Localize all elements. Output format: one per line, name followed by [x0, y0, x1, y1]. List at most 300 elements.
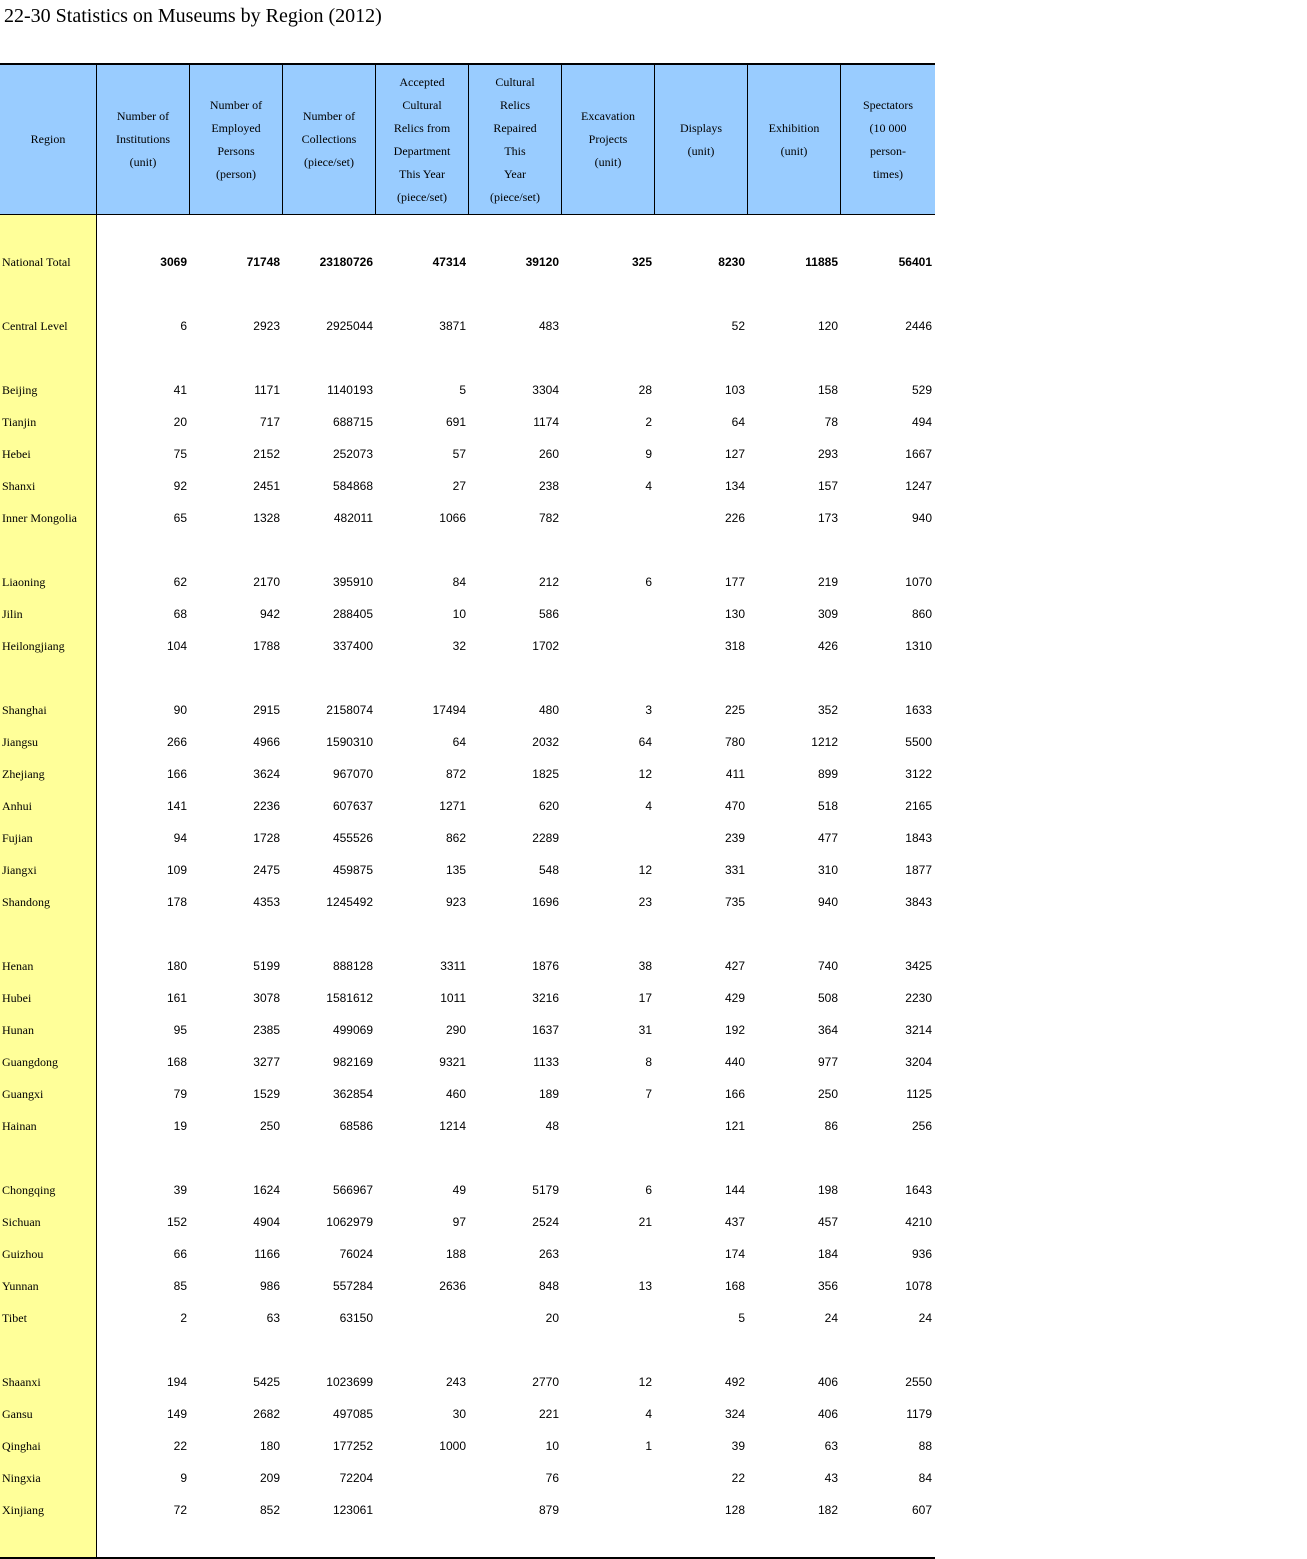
cell-spectators: 1643: [905, 1183, 932, 1197]
region-name: Sichuan: [2, 1215, 41, 1229]
cell-collections: 1590310: [326, 735, 373, 749]
cell-exhibition: 899: [817, 767, 838, 781]
cell-excavation-projects: 12: [638, 767, 652, 781]
cell-relics-repaired: 2770: [532, 1375, 559, 1389]
cell-spectators: 940: [911, 511, 932, 525]
cell-institutions: 152: [166, 1215, 187, 1229]
cell-relics-repaired: 1174: [533, 415, 559, 429]
table-row: [0, 380, 935, 400]
cell-relics-repaired: 5179: [532, 1183, 559, 1197]
table-row: [0, 828, 935, 848]
cell-spectators: 56401: [898, 255, 932, 269]
cell-exhibition: 1212: [811, 735, 838, 749]
cell-displays: 121: [724, 1119, 745, 1133]
table-header: [0, 65, 935, 215]
cell-excavation-projects: [562, 1468, 655, 1488]
cell-displays: 225: [724, 703, 745, 717]
cell-excavation-projects: 21: [638, 1215, 652, 1229]
cell-excavation-projects: 31: [638, 1023, 652, 1037]
cell-collections: 455526: [332, 831, 373, 845]
cell-spectators: 2550: [905, 1375, 932, 1389]
cell-excavation-projects: 28: [638, 383, 652, 397]
table-row: [0, 1020, 935, 1040]
cell-displays: 331: [724, 863, 745, 877]
cell-collections: 1062979: [326, 1215, 373, 1229]
cell-exhibition: 352: [817, 703, 838, 717]
cell-spectators: 88: [918, 1439, 932, 1453]
cell-exhibition: 157: [817, 479, 838, 493]
region-name: Hunan: [2, 1023, 34, 1037]
cell-collections: 982169: [332, 1055, 373, 1069]
cell-excavation-projects: 325: [631, 255, 652, 269]
cell-employed-persons: 5199: [253, 959, 280, 973]
table-row: [0, 1308, 935, 1328]
cell-displays: 324: [724, 1407, 745, 1421]
cell-exhibition: 406: [817, 1375, 838, 1389]
cell-relics-repaired: 189: [538, 1087, 559, 1101]
cell-institutions: 104: [166, 639, 187, 653]
cell-collections: 395910: [332, 575, 373, 589]
cell-employed-persons: 2923: [253, 319, 280, 333]
header-collections-label: Number of Collections (piece/set): [301, 109, 357, 169]
cell-displays: 174: [724, 1247, 745, 1261]
cell-employed-persons: 250: [259, 1119, 280, 1133]
cell-excavation-projects: [562, 508, 655, 528]
header-institutions: [97, 65, 190, 214]
cell-collections: 68586: [339, 1119, 373, 1133]
cell-spectators: 1633: [905, 703, 932, 717]
cell-exhibition: 43: [824, 1471, 838, 1485]
cell-relics-repaired: 620: [538, 799, 559, 813]
cell-displays: 134: [724, 479, 745, 493]
cell-institutions: 149: [166, 1407, 187, 1421]
cell-accepted-relics: 27: [452, 479, 466, 493]
cell-accepted-relics: [376, 1308, 469, 1328]
cell-institutions: 72: [173, 1503, 187, 1517]
table-row: [0, 732, 935, 752]
region-name: National Total: [2, 255, 71, 269]
cell-excavation-projects: 9: [645, 447, 652, 461]
cell-accepted-relics: 30: [452, 1407, 466, 1421]
header-spectators: [841, 65, 935, 214]
header-region-label: Region: [30, 132, 66, 146]
cell-collections: 557284: [332, 1279, 373, 1293]
cell-excavation-projects: [562, 828, 655, 848]
cell-excavation-projects: 6: [645, 1183, 652, 1197]
cell-employed-persons: 2170: [253, 575, 280, 589]
cell-spectators: 1877: [905, 863, 932, 877]
cell-institutions: 180: [166, 959, 187, 973]
cell-spectators: 84: [918, 1471, 932, 1485]
cell-displays: 22: [731, 1471, 745, 1485]
cell-accepted-relics: 32: [452, 639, 466, 653]
cell-collections: 76024: [339, 1247, 373, 1261]
cell-collections: 967070: [332, 767, 373, 781]
cell-relics-repaired: 483: [538, 319, 559, 333]
cell-spectators: 1667: [905, 447, 932, 461]
cell-accepted-relics: 872: [445, 767, 466, 781]
cell-excavation-projects: 12: [638, 1375, 652, 1389]
cell-relics-repaired: 2289: [532, 831, 559, 845]
table-row: [0, 1244, 935, 1264]
region-name: Gansu: [2, 1407, 33, 1421]
cell-accepted-relics: 243: [445, 1375, 466, 1389]
cell-displays: 437: [724, 1215, 745, 1229]
cell-relics-repaired: 3304: [532, 383, 559, 397]
cell-exhibition: 740: [817, 959, 838, 973]
cell-collections: 459875: [332, 863, 373, 877]
cell-collections: 252073: [332, 447, 373, 461]
cell-accepted-relics: 10: [452, 607, 466, 621]
header-relics-repaired: [469, 65, 562, 214]
statistics-table: [0, 63, 935, 1559]
cell-exhibition: 198: [817, 1183, 838, 1197]
table-row: [0, 1212, 935, 1232]
cell-employed-persons: 1328: [253, 511, 280, 525]
cell-excavation-projects: [562, 316, 655, 336]
table-row: [0, 1500, 935, 1520]
cell-collections: 72204: [339, 1471, 373, 1485]
header-excavation-projects-label: Excavation Projects (unit): [581, 109, 635, 169]
header-exhibition: [748, 65, 841, 214]
region-name: Henan: [2, 959, 34, 973]
cell-accepted-relics: 3311: [440, 959, 466, 973]
cell-institutions: 3069: [160, 255, 187, 269]
cell-displays: 8230: [718, 255, 745, 269]
cell-accepted-relics: 460: [445, 1087, 466, 1101]
cell-institutions: 178: [166, 895, 187, 909]
cell-spectators: 1179: [906, 1407, 932, 1421]
cell-institutions: 68: [173, 607, 187, 621]
cell-excavation-projects: [562, 1500, 655, 1520]
cell-accepted-relics: 923: [445, 895, 466, 909]
table-row: [0, 1116, 935, 1136]
cell-institutions: 92: [173, 479, 187, 493]
cell-exhibition: 977: [817, 1055, 838, 1069]
cell-accepted-relics: 290: [445, 1023, 466, 1037]
cell-spectators: 529: [911, 383, 932, 397]
cell-spectators: 860: [911, 607, 932, 621]
cell-spectators: 256: [911, 1119, 932, 1133]
region-name: Shaanxi: [2, 1375, 41, 1389]
cell-employed-persons: 717: [259, 415, 280, 429]
cell-relics-repaired: 39120: [525, 255, 559, 269]
cell-relics-repaired: 10: [545, 1439, 559, 1453]
cell-displays: 52: [731, 319, 745, 333]
cell-exhibition: 406: [817, 1407, 838, 1421]
region-name: Hebei: [2, 447, 31, 461]
cell-exhibition: 518: [817, 799, 838, 813]
cell-exhibition: 11885: [805, 255, 838, 269]
cell-relics-repaired: 879: [538, 1503, 559, 1517]
region-name: Chongqing: [2, 1183, 56, 1197]
region-name: Central Level: [2, 319, 68, 333]
header-employed-persons-label: Number of Employed Persons (person): [209, 97, 263, 181]
cell-accepted-relics: 5: [459, 383, 466, 397]
table-row: [0, 1372, 935, 1392]
cell-collections: 1581612: [326, 991, 373, 1005]
region-name: Guangdong: [2, 1055, 58, 1069]
cell-relics-repaired: 586: [538, 607, 559, 621]
cell-relics-repaired: 1133: [533, 1055, 559, 1069]
cell-collections: 482011: [333, 511, 373, 525]
cell-spectators: 3843: [905, 895, 932, 909]
cell-displays: 318: [724, 639, 745, 653]
cell-employed-persons: 4966: [253, 735, 280, 749]
table-row: [0, 572, 935, 592]
cell-spectators: 1310: [905, 639, 932, 653]
cell-employed-persons: 1529: [253, 1087, 280, 1101]
cell-institutions: 94: [173, 831, 187, 845]
cell-relics-repaired: 238: [538, 479, 559, 493]
table-row: [0, 316, 935, 336]
cell-institutions: 20: [173, 415, 187, 429]
table-row: [0, 412, 935, 432]
header-excavation-projects: [562, 65, 655, 214]
cell-exhibition: 477: [817, 831, 838, 845]
cell-accepted-relics: 1000: [439, 1439, 466, 1453]
cell-excavation-projects: 4: [645, 1407, 652, 1421]
cell-exhibition: 364: [817, 1023, 838, 1037]
cell-employed-persons: 1166: [254, 1247, 280, 1261]
table-row: [0, 1404, 935, 1424]
cell-excavation-projects: 64: [638, 735, 652, 749]
header-institutions-label: Number of Institutions (unit): [115, 109, 170, 169]
region-name: Guizhou: [2, 1247, 44, 1261]
table-row: [0, 956, 935, 976]
cell-relics-repaired: 848: [538, 1279, 559, 1293]
cell-employed-persons: 1171: [254, 383, 280, 397]
cell-spectators: 5500: [905, 735, 932, 749]
region-name: Hainan: [2, 1119, 37, 1133]
table-row: [0, 764, 935, 784]
cell-institutions: 75: [173, 447, 187, 461]
cell-institutions: 109: [166, 863, 187, 877]
cell-relics-repaired: 3216: [532, 991, 559, 1005]
region-name: Liaoning: [2, 575, 46, 589]
cell-accepted-relics: 188: [445, 1247, 466, 1261]
cell-displays: 780: [724, 735, 745, 749]
cell-excavation-projects: 38: [638, 959, 652, 973]
cell-institutions: 266: [166, 735, 187, 749]
cell-institutions: 65: [173, 511, 187, 525]
header-displays: [655, 65, 748, 214]
cell-displays: 103: [724, 383, 745, 397]
table-row: [0, 1052, 935, 1072]
cell-institutions: 166: [166, 767, 187, 781]
cell-spectators: 2230: [905, 991, 932, 1005]
cell-relics-repaired: 212: [538, 575, 559, 589]
cell-excavation-projects: [562, 1308, 655, 1328]
region-name: Heilongjiang: [2, 639, 65, 653]
cell-exhibition: 508: [817, 991, 838, 1005]
cell-displays: 166: [724, 1087, 745, 1101]
cell-employed-persons: 180: [259, 1439, 280, 1453]
cell-employed-persons: 1624: [253, 1183, 280, 1197]
region-name: Ningxia: [2, 1471, 41, 1485]
cell-employed-persons: 2451: [253, 479, 280, 493]
cell-institutions: 85: [173, 1279, 187, 1293]
cell-exhibition: 63: [824, 1439, 838, 1453]
cell-accepted-relics: 691: [445, 415, 466, 429]
cell-exhibition: 173: [817, 511, 838, 525]
cell-institutions: 168: [166, 1055, 187, 1069]
cell-excavation-projects: 13: [638, 1279, 652, 1293]
region-name: Shandong: [2, 895, 50, 909]
region-name: Jiangsu: [2, 735, 38, 749]
cell-exhibition: 250: [817, 1087, 838, 1101]
cell-institutions: 95: [173, 1023, 187, 1037]
cell-employed-persons: 852: [259, 1503, 280, 1517]
cell-institutions: 66: [173, 1247, 187, 1261]
cell-excavation-projects: 2: [645, 415, 652, 429]
cell-accepted-relics: 2636: [439, 1279, 466, 1293]
cell-relics-repaired: 1637: [532, 1023, 559, 1037]
cell-spectators: 1125: [906, 1087, 932, 1101]
cell-spectators: 3425: [905, 959, 932, 973]
table-row: [0, 1084, 935, 1104]
region-name: Shanxi: [2, 479, 36, 493]
cell-collections: 888128: [332, 959, 373, 973]
cell-collections: 566967: [332, 1183, 373, 1197]
cell-relics-repaired: 48: [545, 1119, 559, 1133]
cell-spectators: 607: [911, 1503, 932, 1517]
cell-displays: 429: [724, 991, 745, 1005]
cell-exhibition: 184: [817, 1247, 838, 1261]
cell-displays: 5: [738, 1311, 745, 1325]
cell-accepted-relics: 17494: [432, 703, 466, 717]
cell-spectators: 936: [911, 1247, 932, 1261]
table-row: [0, 1468, 935, 1488]
cell-spectators: 2446: [905, 319, 932, 333]
cell-excavation-projects: 23: [638, 895, 652, 909]
cell-spectators: 3122: [905, 767, 932, 781]
cell-collections: 177252: [332, 1439, 373, 1453]
cell-institutions: 19: [173, 1119, 187, 1133]
region-name: Fujian: [2, 831, 33, 845]
region-name: Jiangxi: [2, 863, 37, 877]
header-exhibition-label: Exhibition (unit): [768, 120, 820, 158]
table-row: [0, 1436, 935, 1456]
table-row: [0, 508, 935, 528]
region-name: Inner Mongolia: [2, 511, 77, 525]
cell-accepted-relics: [376, 1468, 469, 1488]
cell-spectators: 1247: [905, 479, 932, 493]
cell-displays: 144: [724, 1183, 745, 1197]
cell-exhibition: 310: [817, 863, 838, 877]
region-name: Hubei: [2, 991, 32, 1005]
cell-exhibition: 24: [824, 1311, 838, 1325]
cell-institutions: 141: [166, 799, 187, 813]
cell-displays: 239: [724, 831, 745, 845]
cell-displays: 226: [724, 511, 745, 525]
header-relics-repaired-label: Cultural Relics Repaired This Year (piece/set): [490, 74, 540, 204]
cell-accepted-relics: 1271: [439, 799, 466, 813]
cell-employed-persons: 1788: [253, 639, 280, 653]
table-row: [0, 988, 935, 1008]
cell-excavation-projects: [562, 604, 655, 624]
cell-institutions: 9: [180, 1471, 187, 1485]
cell-spectators: 3204: [905, 1055, 932, 1069]
cell-collections: 1140193: [327, 383, 373, 397]
cell-collections: 1023699: [326, 1375, 373, 1389]
cell-relics-repaired: 1696: [532, 895, 559, 909]
cell-excavation-projects: 4: [645, 479, 652, 493]
cell-exhibition: 457: [817, 1215, 838, 1229]
table-row: [0, 860, 935, 880]
cell-employed-persons: 1728: [253, 831, 280, 845]
cell-displays: 128: [724, 1503, 745, 1517]
cell-accepted-relics: 9321: [439, 1055, 466, 1069]
cell-displays: 470: [724, 799, 745, 813]
cell-displays: 39: [731, 1439, 745, 1453]
cell-accepted-relics: 49: [452, 1183, 466, 1197]
cell-excavation-projects: 8: [645, 1055, 652, 1069]
header-region: [0, 65, 97, 214]
cell-institutions: 2: [180, 1311, 187, 1325]
cell-spectators: 494: [911, 415, 932, 429]
region-name: Anhui: [2, 799, 32, 813]
cell-employed-persons: 71748: [246, 255, 280, 269]
cell-collections: 584868: [332, 479, 373, 493]
cell-relics-repaired: 263: [538, 1247, 559, 1261]
region-name: Zhejiang: [2, 767, 45, 781]
cell-excavation-projects: 12: [638, 863, 652, 877]
cell-excavation-projects: [562, 1116, 655, 1136]
cell-exhibition: 219: [817, 575, 838, 589]
cell-spectators: 1078: [905, 1279, 932, 1293]
cell-accepted-relics: 1066: [439, 511, 466, 525]
cell-collections: 2158074: [326, 703, 373, 717]
cell-excavation-projects: [562, 636, 655, 656]
cell-accepted-relics: [376, 1500, 469, 1520]
cell-displays: 64: [731, 415, 745, 429]
page-title: 22-30 Statistics on Museums by Region (2012): [4, 5, 382, 27]
cell-relics-repaired: 782: [538, 511, 559, 525]
cell-spectators: 1843: [905, 831, 932, 845]
region-name: Tianjin: [2, 415, 37, 429]
cell-relics-repaired: 548: [538, 863, 559, 877]
cell-accepted-relics: 57: [452, 447, 466, 461]
region-name: Jilin: [2, 607, 23, 621]
cell-relics-repaired: 2032: [532, 735, 559, 749]
table-row: [0, 444, 935, 464]
cell-displays: 427: [724, 959, 745, 973]
cell-collections: 23180726: [319, 255, 373, 269]
cell-relics-repaired: 20: [545, 1311, 559, 1325]
cell-employed-persons: 63: [266, 1311, 280, 1325]
cell-collections: 607637: [332, 799, 373, 813]
cell-exhibition: 940: [817, 895, 838, 909]
header-collections: [283, 65, 376, 214]
cell-employed-persons: 2682: [253, 1407, 280, 1421]
cell-displays: 411: [725, 767, 745, 781]
cell-spectators: 2165: [905, 799, 932, 813]
table-row: [0, 252, 935, 272]
region-name: Tibet: [2, 1311, 27, 1325]
cell-relics-repaired: 2524: [532, 1215, 559, 1229]
region-name: Guangxi: [2, 1087, 44, 1101]
cell-employed-persons: 4904: [253, 1215, 280, 1229]
cell-institutions: 90: [173, 703, 187, 717]
cell-exhibition: 78: [824, 415, 838, 429]
header-accepted-relics: [376, 65, 469, 214]
table-row: [0, 700, 935, 720]
cell-institutions: 6: [180, 319, 187, 333]
cell-relics-repaired: 480: [538, 703, 559, 717]
cell-institutions: 62: [173, 575, 187, 589]
header-spectators-label: Spectators (10 000 person- times): [863, 97, 913, 181]
